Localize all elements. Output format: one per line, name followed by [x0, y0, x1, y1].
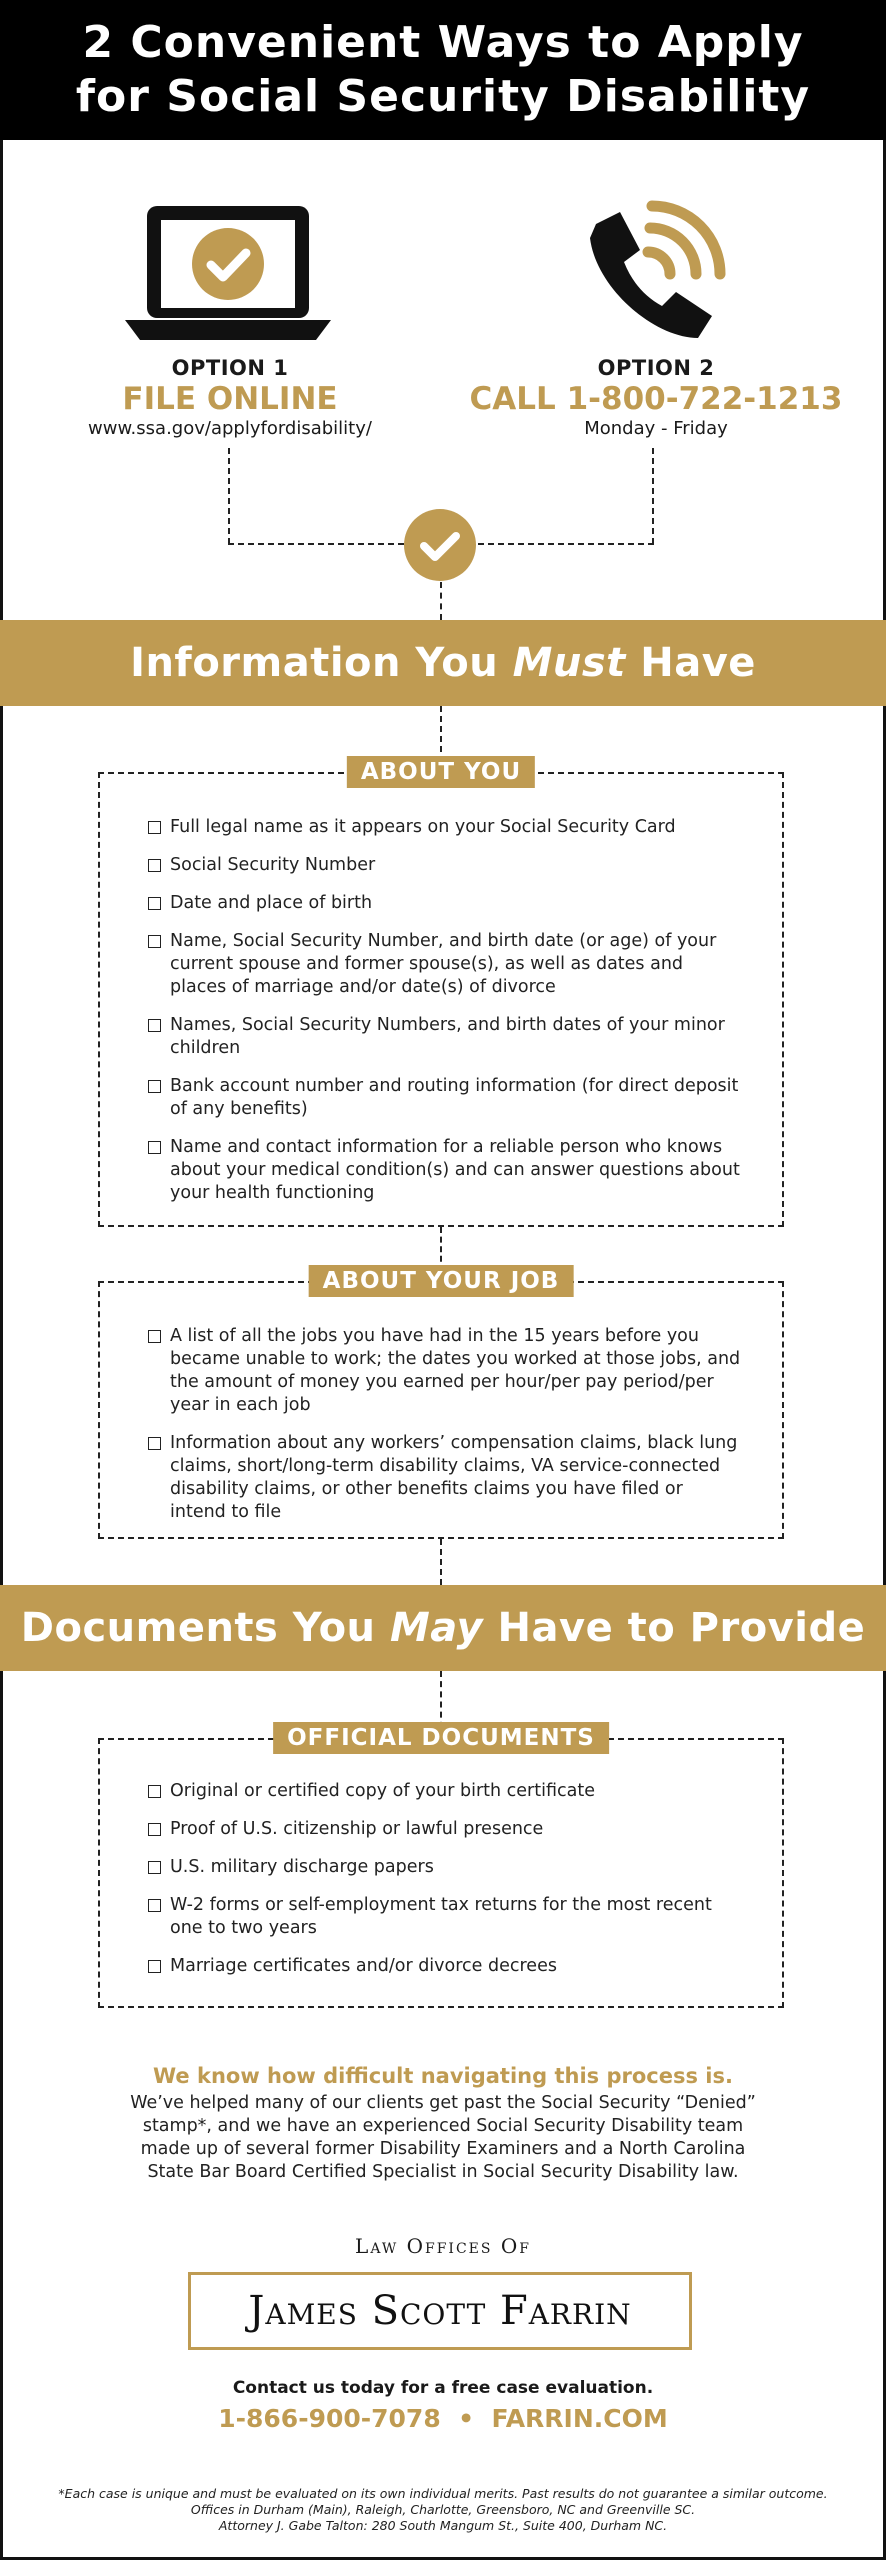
option-1-url[interactable]: www.ssa.gov/applyfordisability/ — [88, 418, 372, 439]
fine-print-line-1: *Each case is unique and must be evaluated on its own individual merits. Past results do not guarantee a similar outcome. — [58, 2486, 828, 2501]
checkbox-icon[interactable] — [148, 897, 161, 910]
connector-check-to-band — [440, 582, 442, 620]
checkbox-icon[interactable] — [148, 1080, 161, 1093]
list-item — [148, 1014, 742, 1060]
fine-print — [0, 2486, 886, 2534]
page-header — [0, 0, 886, 140]
band2-pre: Documents You — [20, 1605, 390, 1651]
checkbox-icon[interactable] — [148, 1330, 161, 1343]
band2-em: May — [389, 1605, 484, 1651]
list-item-text: Marriage certificates and/or divorce decrees — [170, 1956, 557, 1976]
list-item — [148, 1955, 742, 1978]
contact-cta: Contact us today for a free case evaluation. — [232, 2378, 654, 2398]
option-2-hours: Monday - Friday — [584, 418, 728, 439]
list-item-text: Names, Social Security Numbers, and birth dates of your minor children — [170, 1015, 725, 1058]
list-item — [148, 1432, 742, 1524]
list-item — [148, 1780, 742, 1803]
option-2-label: OPTION 2 — [597, 356, 715, 380]
list-item — [148, 1894, 742, 1940]
option-1-title: FILE ONLINE — [122, 381, 338, 417]
we-know-section — [0, 2064, 886, 2184]
list-item-text: Social Security Number — [170, 855, 376, 875]
list-item — [148, 1325, 742, 1417]
list-item-text: Original or certified copy of your birth certificate — [170, 1781, 595, 1801]
about-you-box — [98, 759, 784, 1227]
fine-print-line-3: Attorney J. Gabe Talton: 280 South Mangum St., Suite 400, Durham NC. — [218, 2518, 668, 2533]
phone-icon — [574, 198, 734, 348]
list-item-text: Date and place of birth — [170, 893, 373, 913]
option-2-title[interactable]: CALL 1-800-722-1213 — [469, 381, 843, 417]
laptop-check-icon — [120, 200, 336, 344]
list-item-text: Proof of U.S. citizenship or lawful presence — [170, 1819, 544, 1839]
firm-logo[interactable] — [188, 2272, 692, 2350]
list-item — [148, 892, 742, 915]
option-2 — [456, 356, 856, 439]
list-item — [148, 816, 742, 839]
connector-right-vertical — [652, 448, 654, 544]
list-item-text: Information about any workers’ compensation claims, black lung claims, short/long-term disability claims, VA service-connected disability claims, or other benefits claims you have filed or intend to file — [170, 1433, 738, 1522]
contact-phone-site[interactable]: 1-866-900-7078 • FARRIN.COM — [218, 2404, 668, 2433]
about-you-list — [148, 816, 742, 1220]
checkbox-icon[interactable] — [148, 821, 161, 834]
section-band-must-have — [0, 620, 886, 706]
checkbox-icon[interactable] — [148, 1437, 161, 1450]
list-item — [148, 930, 742, 999]
checkbox-icon[interactable] — [148, 1785, 161, 1798]
list-item-text: A list of all the jobs you have had in the 15 years before you became unable to work; the dates you worked at those jobs, and the amount of money you earned per hour/per pay period/per year in each job — [170, 1326, 741, 1415]
checkbox-icon[interactable] — [148, 1960, 161, 1973]
we-know-headline: We know how difficult navigating this process is. — [153, 2064, 733, 2088]
about-you-tag: ABOUT YOU — [347, 756, 535, 788]
connector-left-horizontal — [228, 543, 404, 545]
connector-job-to-band2 — [440, 1539, 442, 1585]
contact-section — [0, 2378, 886, 2433]
checkbox-icon[interactable] — [148, 859, 161, 872]
option-1 — [60, 356, 400, 439]
checkbox-icon[interactable] — [148, 1141, 161, 1154]
checkbox-icon[interactable] — [148, 1019, 161, 1032]
option-1-label: OPTION 1 — [171, 356, 289, 380]
list-item-text: W-2 forms or self-employment tax returns for the most recent one to two years — [170, 1895, 712, 1938]
header-line-1: 2 Convenient Ways to Apply — [82, 17, 804, 68]
list-item-text: Bank account number and routing information (for direct deposit of any benefits) — [170, 1076, 739, 1119]
list-item — [148, 1136, 742, 1205]
official-documents-list — [148, 1780, 742, 1993]
checkbox-icon[interactable] — [148, 1823, 161, 1836]
official-documents-tag: OFFICIAL DOCUMENTS — [273, 1722, 609, 1754]
list-item-text: U.S. military discharge papers — [170, 1857, 434, 1877]
band2-post: Have to Provide — [483, 1605, 866, 1651]
law-offices-of: Law Offices Of — [355, 2234, 531, 2258]
band1-em: Must — [512, 640, 626, 686]
list-item — [148, 1856, 742, 1879]
connector-left-vertical — [228, 448, 230, 544]
list-item — [148, 1075, 742, 1121]
checkbox-icon[interactable] — [148, 935, 161, 948]
checkbox-icon[interactable] — [148, 1861, 161, 1874]
list-item-text: Name, Social Security Number, and birth date (or age) of your current spouse and former spouse(s), as well as dates and places of marriage and/or date(s) of divorce — [170, 931, 717, 997]
band1-post: Have — [625, 640, 756, 686]
about-job-list — [148, 1325, 742, 1539]
about-job-box — [98, 1268, 784, 1539]
checkbox-icon[interactable] — [148, 1899, 161, 1912]
connector-right-horizontal — [478, 543, 654, 545]
list-item-text: Full legal name as it appears on your Social Security Card — [170, 817, 676, 837]
we-know-body: We’ve helped many of our clients get past the Social Security “Denied” stamp*, and we have an experienced Social Security Disability team made up of several former Disability Examiners and a North Carolina State Bar Board Certified Specialist in Social Security Disability law. — [130, 2093, 756, 2182]
section-band-may-provide — [0, 1585, 886, 1671]
list-item — [148, 854, 742, 877]
list-item — [148, 1818, 742, 1841]
band1-pre: Information You — [130, 640, 513, 686]
header-line-2: for Social Security Disability — [75, 71, 811, 122]
official-documents-box — [98, 1725, 784, 2008]
check-circle-icon — [403, 508, 477, 582]
about-job-tag: ABOUT YOUR JOB — [309, 1265, 574, 1297]
fine-print-line-2: Offices in Durham (Main), Raleigh, Charlotte, Greensboro, NC and Greenville SC. — [190, 2502, 696, 2517]
firm-name: James Scott Farrin — [248, 2288, 632, 2334]
list-item-text: Name and contact information for a reliable person who knows about your medical condition(s) and can answer questions about your health functioning — [170, 1137, 740, 1203]
